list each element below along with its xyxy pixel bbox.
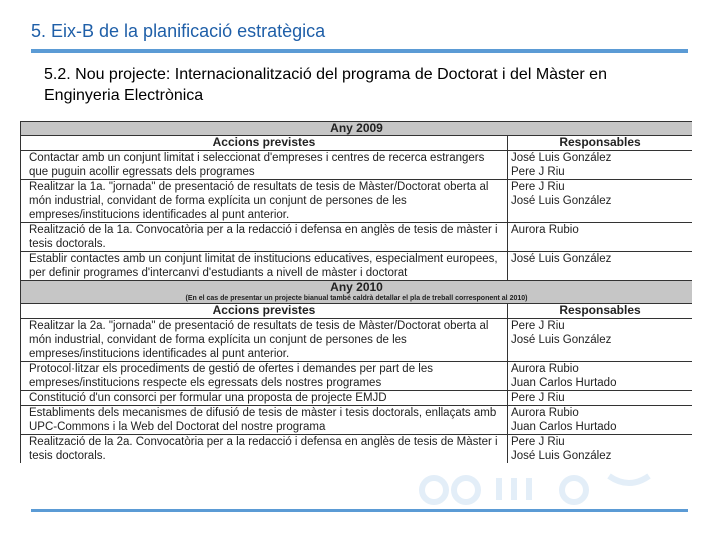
action-cell: Realitzar la 1a. "jornada" de presentació de resultats de tesis de Màster/Doctorat oberta al món industrial, convidant de forma explícita un conjunt de persones de les empreses/institucions identificades al punt anterior.: [21, 180, 508, 223]
table-row: [21, 406, 693, 435]
header-row: [21, 304, 693, 319]
year-row-2009: [21, 122, 693, 136]
footer-divider: [31, 509, 688, 512]
table-row: [21, 180, 693, 223]
responsible-cell: Pere J Riu José Luis González: [508, 435, 693, 464]
column-header-actions: Accions previstes: [21, 136, 508, 151]
title-divider: [31, 49, 688, 53]
planning-table: [20, 121, 692, 463]
table-row: [21, 391, 693, 406]
planning-table-body: [21, 122, 693, 464]
responsible-cell: Pere J Riu: [508, 391, 693, 406]
responsible-cell: José Luis González: [508, 252, 693, 281]
table-row: [21, 252, 693, 281]
table-row: [21, 223, 693, 252]
table-row: [21, 435, 693, 464]
action-cell: Establiments dels mecanismes de difusió de tesis de màster i tesis doctorals, enllaçats amb UPC-Commons i la Web del Doctorat del nostre programa: [21, 406, 508, 435]
responsible-cell: Aurora Rubio: [508, 223, 693, 252]
action-cell: Constitució d'un consorci per formular una proposta de projecte EMJD: [21, 391, 508, 406]
year-label: Any 2009: [21, 122, 693, 136]
responsible-cell: Pere J Riu José Luis González: [508, 180, 693, 223]
header-row: [21, 136, 693, 151]
year-label: Any 2010: [330, 280, 383, 294]
responsible-cell: Pere J Riu José Luis González: [508, 319, 693, 362]
action-cell: Protocol·litzar els procediments de gestió de ofertes i demandes per part de les empreses/institucions respecte els egressats dels nostres programes: [21, 362, 508, 391]
action-cell: Realització de la 1a. Convocatòria per a la redacció i defensa en anglès de tesis de màster i tesis doctorals.: [21, 223, 508, 252]
table-row: [21, 319, 693, 362]
year-note: (En el cas de presentar un projecte bianual també caldrà detallar el pla de treball corresponent al 2010): [185, 295, 528, 302]
column-header-responsible: Responsables: [508, 304, 693, 319]
action-cell: Establir contactes amb un conjunt limitat de institucions educatives, especialment europees, per definir programes d'intercanvi d'estudiants a nivell de màster i doctorat: [21, 252, 508, 281]
column-header-actions: Accions previstes: [21, 304, 508, 319]
responsible-cell: Aurora Rubio Juan Carlos Hurtado: [508, 362, 693, 391]
action-cell: Realització de la 2a. Convocatòria per a la redacció i defensa en anglès de tesis de Màster i tesis doctorals.: [21, 435, 508, 464]
decorative-watermark: [404, 462, 654, 510]
section-subtitle: 5.2. Nou projecte: Internacionalització del programa de Doctorat i del Màster en Enginyeria Electrònica: [44, 66, 607, 104]
action-cell: Realitzar la 2a. "jornada" de presentació de resultats de tesis de Màster/Doctorat oberta al món industrial, convidant de forma explícita un conjunt de persones de les empreses/institucions identificades al punt anterior.: [21, 319, 508, 362]
planning-table-image: [20, 121, 692, 463]
page-title: 5. Eix-B de la planificació estratègica: [31, 21, 326, 41]
table-row: [21, 151, 693, 180]
year-row-2010: [21, 281, 693, 304]
table-row: [21, 362, 693, 391]
responsible-cell: Aurora Rubio Juan Carlos Hurtado: [508, 406, 693, 435]
action-cell: Contactar amb un conjunt limitat i seleccionat d'empreses i centres de recerca estrangers que puguin acollir egressats dels programes: [21, 151, 508, 180]
column-header-responsible: Responsables: [508, 136, 693, 151]
responsible-cell: José Luis González Pere J Riu: [508, 151, 693, 180]
